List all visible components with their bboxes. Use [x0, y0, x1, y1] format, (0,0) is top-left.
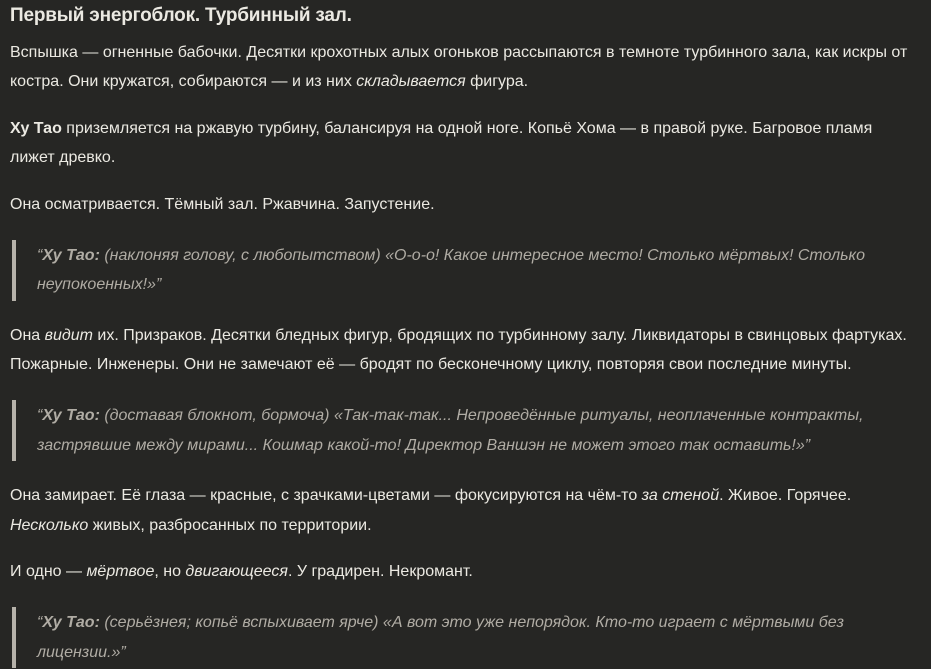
text-segment: . У градирен. Некромант. — [287, 563, 473, 581]
text-segment: видит — [44, 326, 93, 344]
text-segment: Ху Тао: — [42, 246, 100, 264]
text-segment: “ — [37, 246, 43, 264]
narrative-paragraph — [10, 38, 921, 97]
text-segment: “ — [37, 614, 43, 631]
text-segment: Вспышка — огненные бабочки. Десятки крохотных алых огоньков рассыпаются в темноте турбинного зала, как искры от костра. Они кружатся, собираются — и из них — [10, 43, 908, 91]
narrative-paragraph — [10, 321, 921, 380]
narrative-paragraph — [10, 481, 921, 540]
text-segment: Ху Тао — [10, 119, 62, 137]
text-segment: фигура. — [465, 73, 529, 91]
text-segment: Ху Тао: — [42, 407, 100, 425]
text-segment: живых, разбросанных по территории. — [88, 516, 372, 534]
dialogue-quote — [12, 607, 921, 668]
text-segment: их. Призраков. Десятки бледных фигур, бродящих по турбинному залу. Ликвидаторы в свинцовых фартуках. Пожарные. Инженеры. Они не замечают её — бродят по бесконечному циклу, повторяя свои последние минуты. — [10, 326, 907, 374]
text-segment: мёртвое — [86, 563, 155, 581]
dialogue-quote — [12, 400, 921, 461]
text-segment: . Живое. Горячее. — [719, 487, 852, 505]
narrative-paragraph — [10, 557, 921, 587]
text-segment: приземляется на ржавую турбину, балансируя на одной ноге. Копьё Хома — в правой руке. Багровое пламя лижет древко. — [10, 119, 873, 167]
text-segment: Несколько — [10, 516, 89, 534]
message-body — [10, 38, 921, 669]
text-segment: двигающееся — [185, 563, 288, 581]
narrative-paragraph — [10, 190, 921, 220]
text-segment: “ — [37, 407, 43, 425]
text-segment: Она замирает. Её глаза — красные, с зрачками-цветами — фокусируются на чём-то — [10, 487, 642, 505]
text-segment: , но — [154, 563, 186, 581]
text-segment: (доставая блокнот, бормоча) «Так-так-так... Непроведённые ритуалы, неоплаченные контракты, застрявшие между мирами... Кошмар какой-то! Директор Ваншэн не может этого так оставить!»” — [37, 407, 864, 454]
text-segment: Она осматривается. Тёмный зал. Ржавчина. Запустение. — [10, 196, 435, 214]
text-segment: (наклоняя голову, с любопытством) «О-о-о! Какое интересное место! Столько мёртвых! Столько неупокоенных!»” — [37, 246, 865, 294]
text-segment: за стеной — [641, 487, 720, 505]
text-segment: И одно — — [10, 563, 87, 581]
dialogue-quote — [12, 240, 921, 301]
narrative-paragraph — [10, 114, 921, 173]
text-segment: складывается — [356, 73, 466, 91]
text-segment: (серьёзнея; копьё вспыхивает ярче) «А вот это уже непорядок. Кто-то играет с мёртвыми без лицензии.»” — [37, 614, 844, 661]
text-segment: Ху Тао: — [42, 614, 100, 631]
text-segment: Она — [10, 326, 45, 344]
section-heading: Первый энергоблок. Турбинный зал. — [10, 5, 352, 26]
